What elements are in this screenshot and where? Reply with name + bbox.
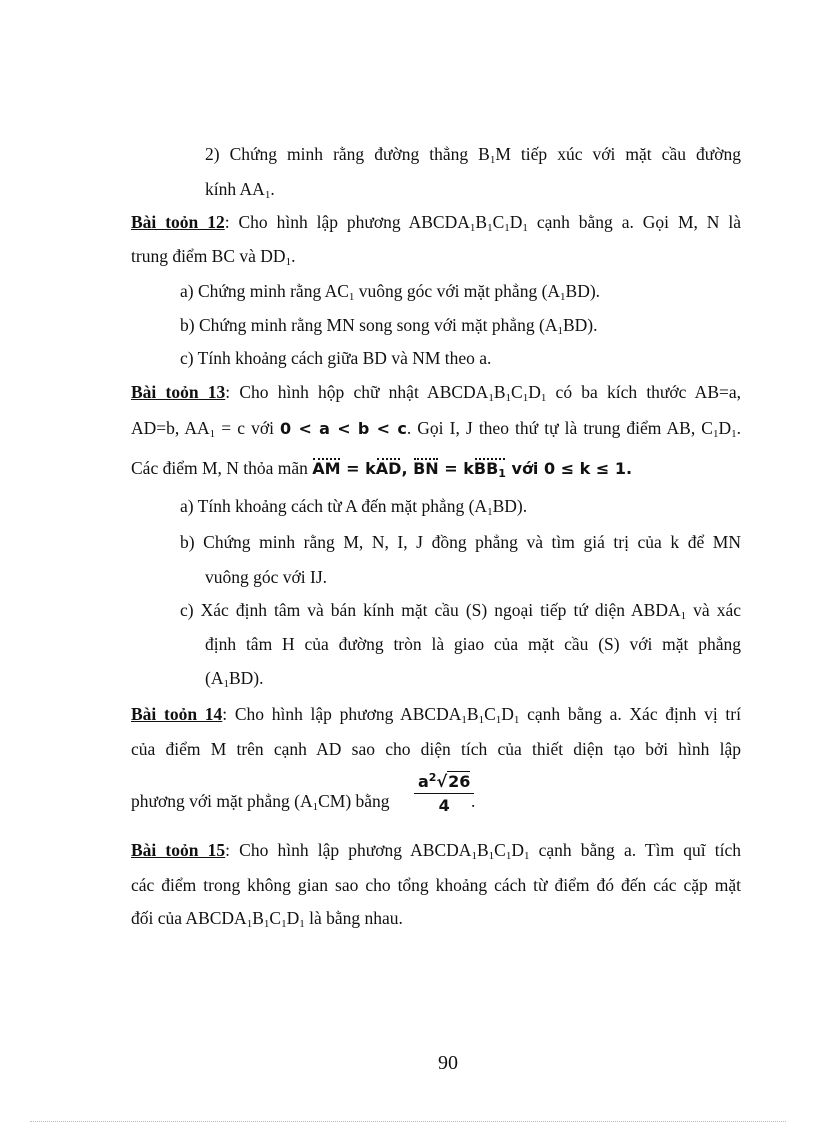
problem-12-item-a: a) Chứng minh rằng $AC_1$ vuông góc với mặt phẳng $(A_1BD)$. xyxy=(180,281,601,303)
page-number: 90 xyxy=(438,1052,458,1074)
problem-13-item-a: a) Tính khoảng cách từ A đến mặt phẳng $(A_1BD)$. xyxy=(180,496,528,518)
item-2-line-1: 2) Chứng minh rằng đường thẳng $B_1M$ tiếp xúc với mặt cầu đường xyxy=(205,144,741,166)
item-2-line-2: kính $AA_1$. xyxy=(205,179,275,201)
problem-14-line-2: của điểm M trên cạnh AD sao cho diện tích của thiết diện tạo bởi hình lập xyxy=(131,739,741,759)
vector-bn: BN xyxy=(413,457,439,481)
problem-13-item-b-line-2: vuông góc với IJ. xyxy=(205,567,328,587)
vector-bb1: $BB_1$ xyxy=(473,459,506,480)
problem-12-item-b: b) Chứng minh rằng MN song song với mặt phẳng $(A_1BD)$. xyxy=(180,315,598,337)
problem-15-line-3: đối của $ABCDA_1B_1C_1D_1$ là bằng nhau. xyxy=(131,908,403,930)
problem-15-line-1: Bài toỏn 15: Cho hình lập phương $ABCDA_1B_1C_1D_1$ cạnh bằng a. Tìm quĩ tích xyxy=(131,840,741,862)
problem-13-title: Bài toỏn 13 xyxy=(131,382,226,402)
footer-divider xyxy=(30,1121,786,1122)
fraction-a2-sqrt26-over-4: $\frac{a^2√26}{4}$ xyxy=(414,772,474,815)
problem-12-line-2: trung điểm BC và $DD_1$. xyxy=(131,246,296,268)
problem-12-line-1: Bài toỏn 12: Cho hình lập phương $ABCDA_1B_1C_1D_1$ cạnh bằng a. Gọi M, N là xyxy=(131,212,741,234)
vector-equation: AM = kAD, BN = kBB$_1$ với 0 ≤ k ≤ 1. xyxy=(312,459,633,480)
problem-13-item-c-line-1: c) Xác định tâm và bán kính mặt cầu (S) ngoại tiếp tứ diện $ABDA_1$ và xác xyxy=(180,600,741,622)
problem-12-title: Bài toỏn 12 xyxy=(131,212,225,232)
vector-am: AM xyxy=(312,457,340,481)
problem-15-title: Bài toỏn 15 xyxy=(131,840,226,860)
problem-14-title: Bài toỏn 14 xyxy=(131,704,223,724)
problem-13-item-c-line-2: định tâm H của đường tròn là giao của mặt cầu (S) với mặt phẳng xyxy=(205,634,741,654)
problem-13-item-c-line-3: $(A_1BD)$. xyxy=(205,668,264,690)
problem-12-item-c: c) Tính khoảng cách giữa BD và NM theo a. xyxy=(180,348,492,368)
problem-13-item-b-line-1: b) Chứng minh rằng M, N, I, J đồng phẳng và tìm giá trị của k để MN xyxy=(180,532,741,552)
problem-13-line-2: AD=b, $AA_1 = c$ với 0 < a < b < c. Gọi I, J theo thứ tự là trung điểm AB, $C_1D_1$. xyxy=(131,418,741,440)
problem-13-line-1: Bài toỏn 13: Cho hình hộp chữ nhật $ABCDA_1B_1C_1D_1$ có ba kích thước AB=a, xyxy=(131,382,742,404)
problem-14-line-3: phương với mặt phẳng $(A_1CM)$ bằng xyxy=(131,791,390,813)
problem-15-line-2: các điểm trong không gian sao cho tổng khoảng cách từ điểm đó đến các cặp mặt xyxy=(131,875,741,895)
problem-14-line-1: Bài toỏn 14: Cho hình lập phương $ABCDA_1B_1C_1D_1$ cạnh bằng a. Xác định vị trí xyxy=(131,704,741,726)
fraction-period: . xyxy=(471,791,476,811)
problem-13-line-3: Các điểm M, N thỏa mãn AM = kAD, BN = kBB$_1$ với 0 ≤ k ≤ 1. xyxy=(131,458,633,480)
inequality: 0 < a < b < c xyxy=(280,419,407,438)
vector-ad: AD xyxy=(376,457,402,481)
